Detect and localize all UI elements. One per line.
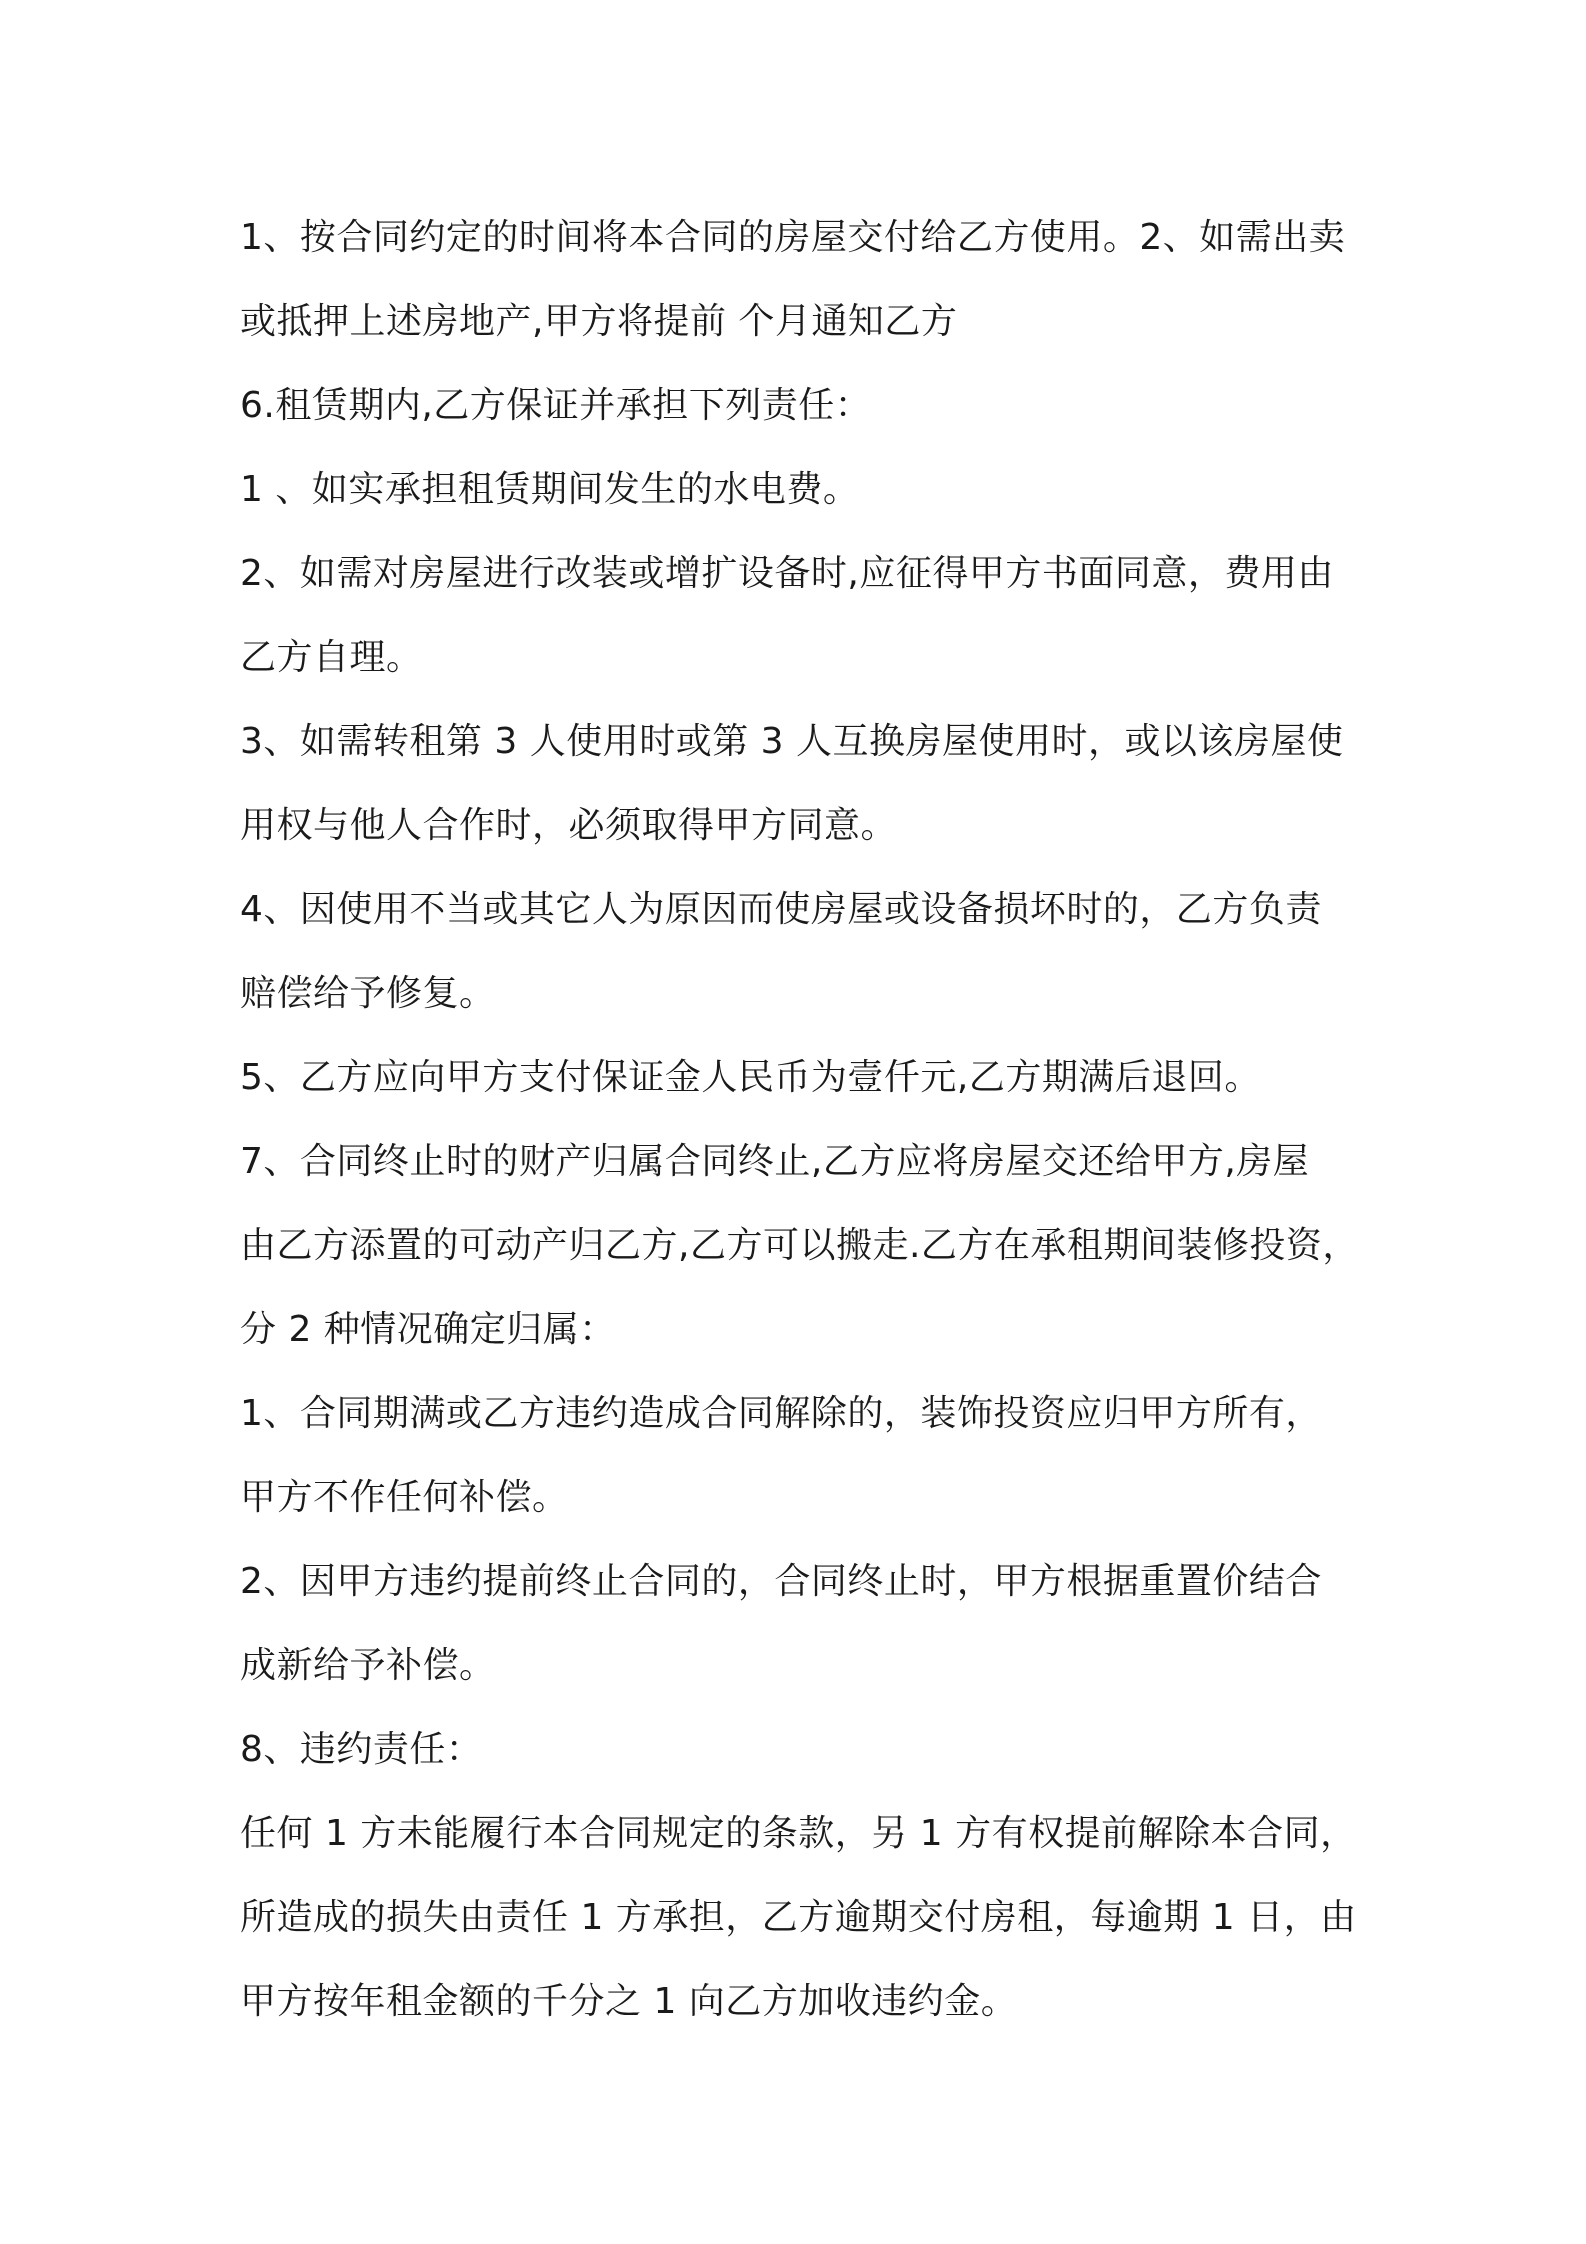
text-line: 2、因甲方违约提前终止合同的，合同终止时，甲方根据重置价结合 <box>240 1561 1322 1602</box>
text-line: 1、按合同约定的时间将本合同的房屋交付给乙方使用。2、如需出卖 <box>240 217 1346 258</box>
text-line: 6.租赁期内,乙方保证并承担下列责任： <box>240 385 872 426</box>
text-line: 2、如需对房屋进行改装或增扩设备时,应征得甲方书面同意，费用由 <box>240 553 1334 594</box>
text-line: 甲方不作任何补偿。 <box>240 1477 569 1518</box>
text-line: 或抵押上述房地产,甲方将提前 个月通知乙方 <box>240 301 958 342</box>
document-body <box>240 196 1380 2044</box>
text-line: 成新给予补偿。 <box>240 1645 496 1686</box>
text-line: 乙方自理。 <box>240 637 423 678</box>
text-line: 1 、如实承担租赁期间发生的水电费。 <box>240 469 860 510</box>
text-line: 由乙方添置的可动产归乙方,乙方可以搬走.乙方在承租期间装修投资， <box>240 1225 1359 1266</box>
text-line: 7、合同终止时的财产归属合同终止,乙方应将房屋交还给甲方,房屋 <box>240 1141 1310 1182</box>
text-line: 任何 1 方未能履行本合同规定的条款，另 1 方有权提前解除本合同， <box>240 1813 1357 1854</box>
text-line: 8、违约责任： <box>240 1729 483 1770</box>
text-line: 所造成的损失由责任 1 方承担，乙方逾期交付房租，每逾期 1 日，由 <box>240 1897 1357 1938</box>
text-line: 赔偿给予修复。 <box>240 973 496 1014</box>
text-line: 4、因使用不当或其它人为原因而使房屋或设备损坏时的，乙方负责 <box>240 889 1322 930</box>
text-line: 分 2 种情况确定归属： <box>240 1309 616 1350</box>
text-line: 1、合同期满或乙方违约造成合同解除的，装饰投资应归甲方所有， <box>240 1393 1322 1434</box>
text-line: 甲方按年租金额的千分之 1 向乙方加收违约金。 <box>240 1981 1018 2022</box>
text-line: 5、乙方应向甲方支付保证金人民币为壹仟元,乙方期满后退回。 <box>240 1057 1261 1098</box>
text-line: 3、如需转租第 3 人使用时或第 3 人互换房屋使用时，或以该房屋使 <box>240 721 1344 762</box>
text-line: 用权与他人合作时，必须取得甲方同意。 <box>240 805 898 846</box>
